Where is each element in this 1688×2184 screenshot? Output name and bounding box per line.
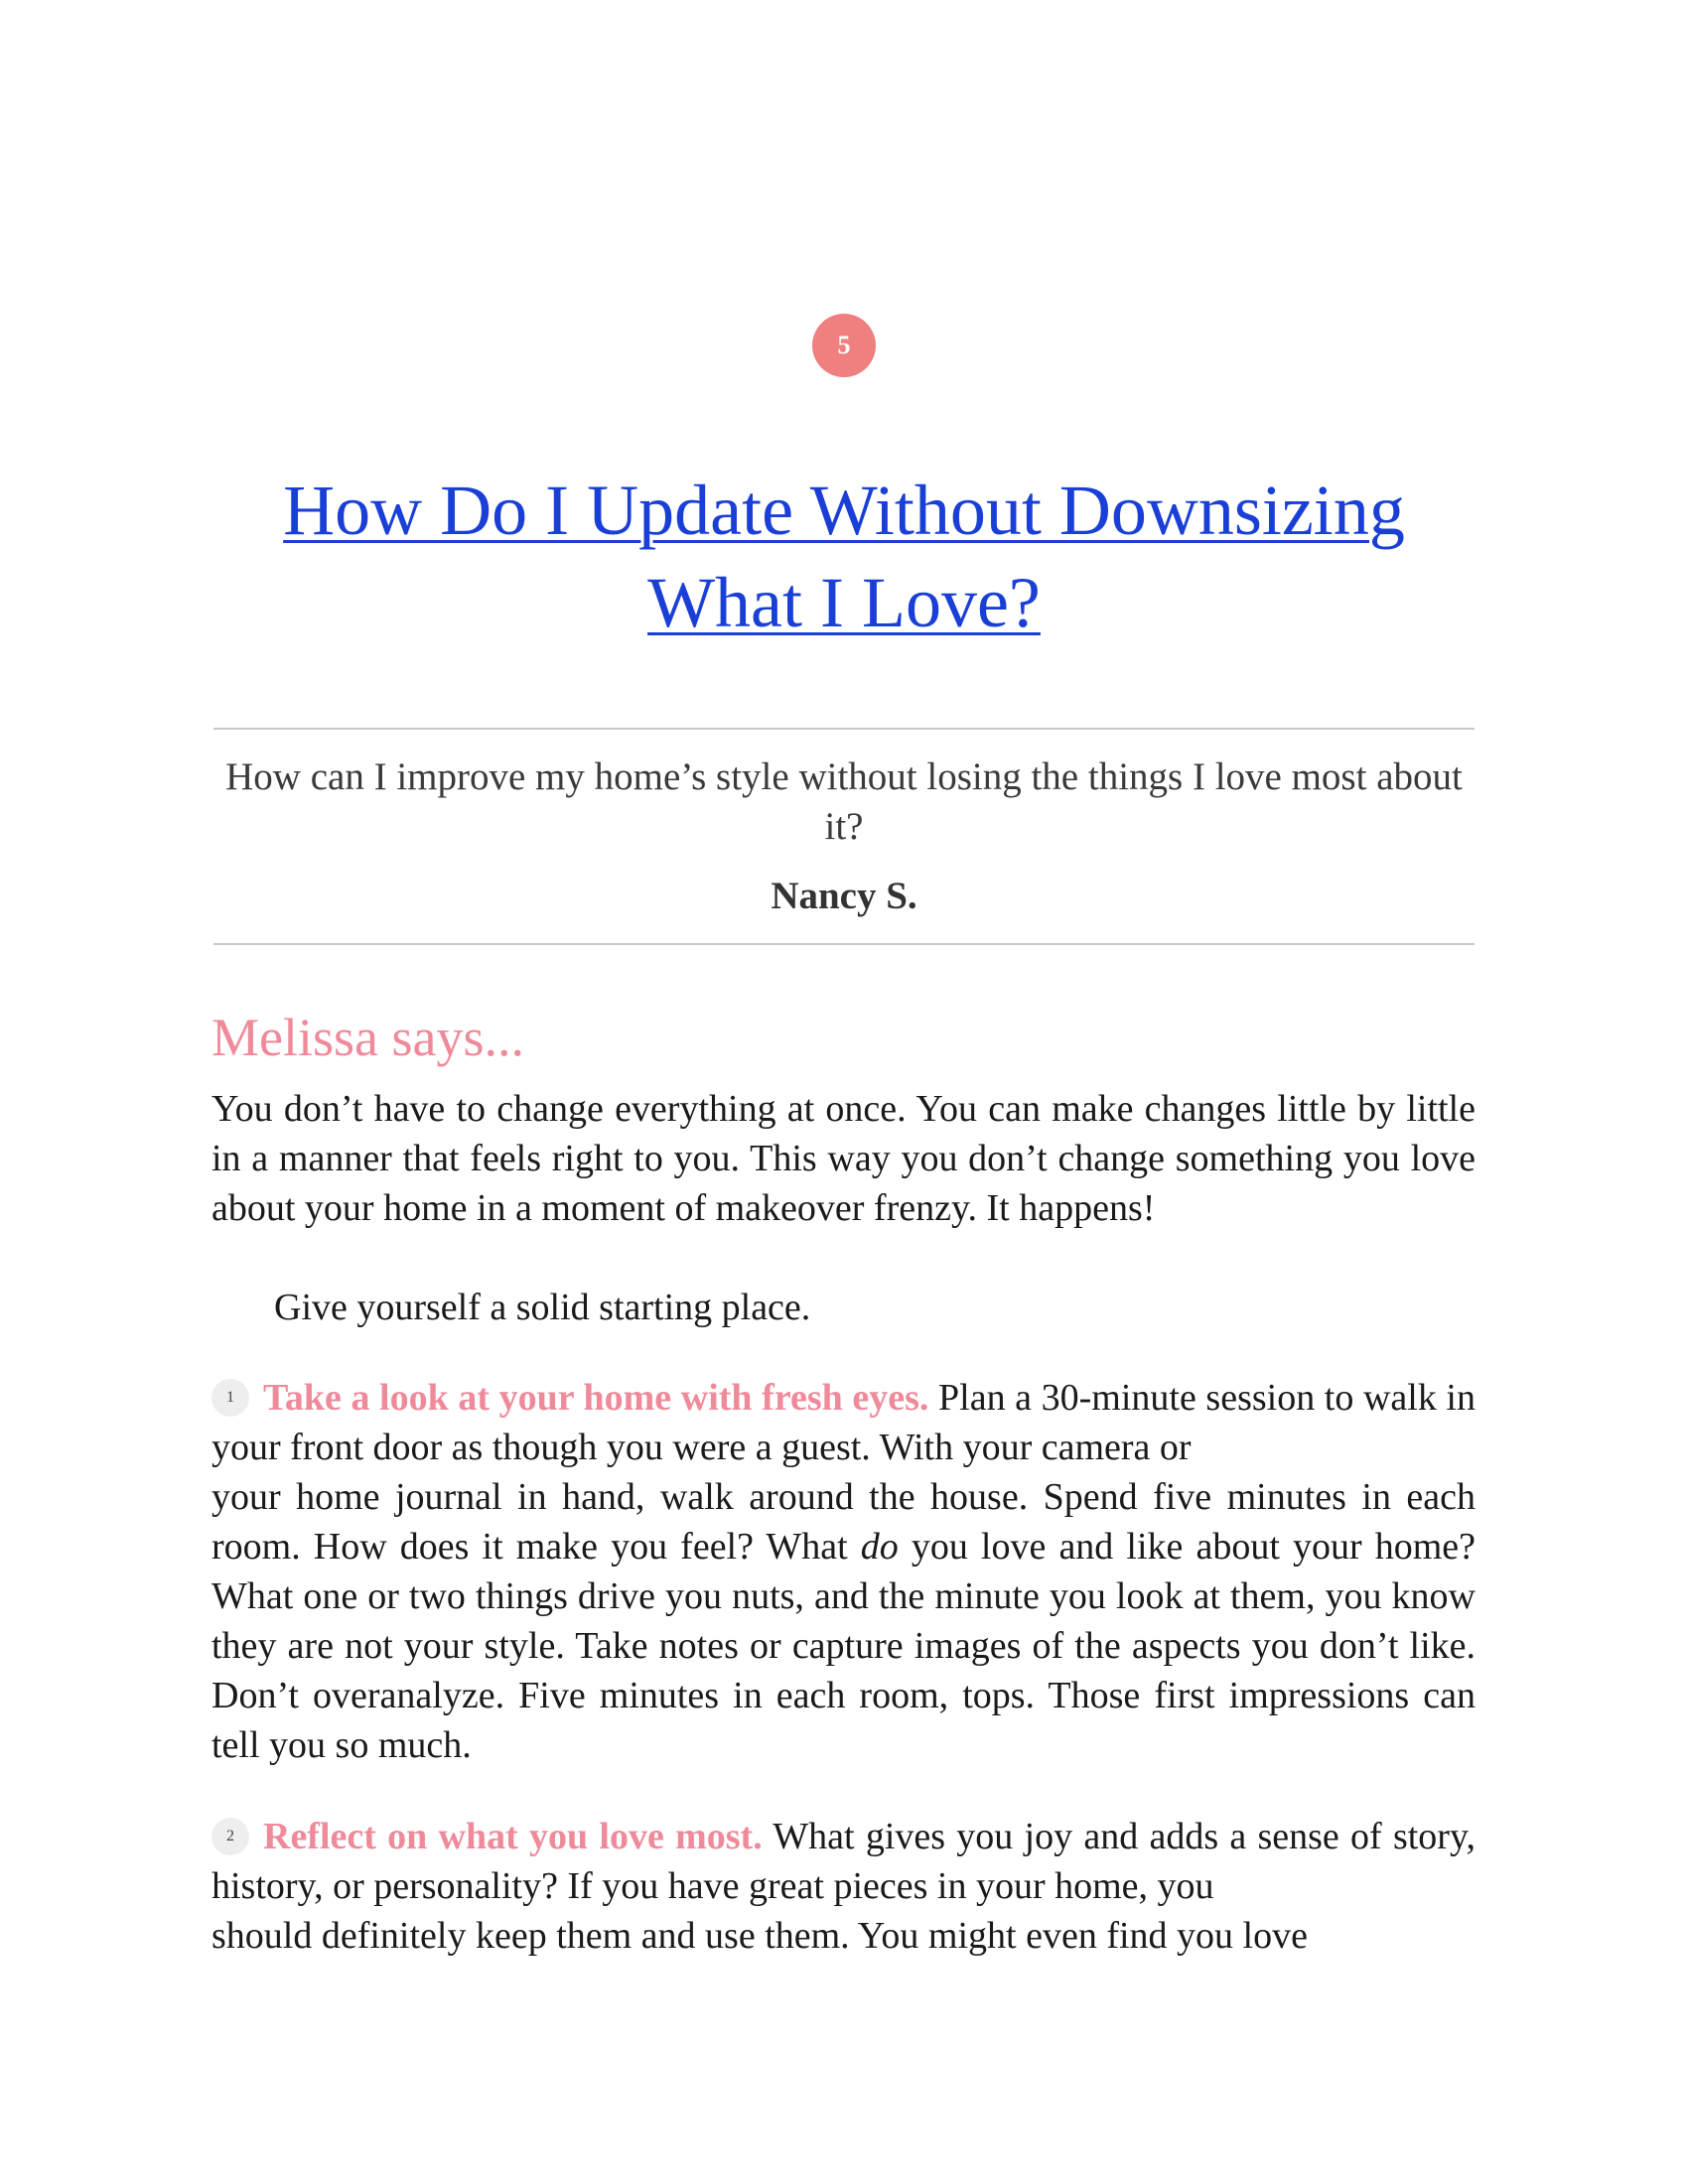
list-item-emphasis: do <box>860 1526 899 1568</box>
question-divider-bottom <box>213 943 1475 945</box>
answer-paragraph-1: You don’t have to change everything at once. You can make changes little by little in a manner that feels right to you. This way you don’t change something you love about your home in a moment of makeover frenzy. It happens! <box>211 1088 1476 1229</box>
list-item <box>211 1373 1476 1770</box>
question-divider-top <box>213 728 1475 730</box>
list-item-continuation: should definitely keep them and use them. You might even find you love <box>211 1915 1308 1957</box>
list-item-lead: Take a look at your home with fresh eyes. <box>263 1377 929 1419</box>
reader-question: How can I improve my home’s style without losing the things I love most about it? <box>225 755 1463 848</box>
list-item-continuation <box>211 1472 1476 1770</box>
chapter-number: 5 <box>837 331 851 359</box>
list-number-marker: 1 <box>211 1379 249 1417</box>
question-asker: Nancy S. <box>771 875 917 917</box>
chapter-title-link[interactable] <box>283 471 1405 642</box>
answer-paragraph-2: Give yourself a solid starting place. <box>274 1287 811 1328</box>
title-line-2: What I Love? <box>647 563 1041 642</box>
answer-heading: Melissa says... <box>211 1008 524 1067</box>
list-item-text-end: you love and like about your home? What one or two things drive you nuts, and the minute you look at them, you know they are not your style. Take notes or capture images of the aspects you don’t like. Don’t overanalyze. Five minutes in each room, tops. Those first impressions can tell you so much. <box>211 1526 1477 1766</box>
chapter-number-badge <box>812 314 876 377</box>
list-item-text: Plan a 30-minute session to walk in your front door as though you were a guest. With your camera or <box>211 1377 1476 1468</box>
list-number-marker: 2 <box>211 1818 249 1855</box>
list-item-text: What gives you joy and adds a sense of story, history, or personality? If you have great pieces in your home, you <box>211 1816 1476 1907</box>
title-line-1: How Do I Update Without Downsizing <box>283 471 1405 550</box>
list-item <box>211 1812 1476 1961</box>
list-item-text-continued: your home journal in hand, walk around the house. Spend five minutes in each room. How does it make you feel? What <box>211 1476 1476 1568</box>
chapter-title <box>149 465 1539 649</box>
list-item-lead: Reflect on what you love most. <box>263 1816 763 1857</box>
